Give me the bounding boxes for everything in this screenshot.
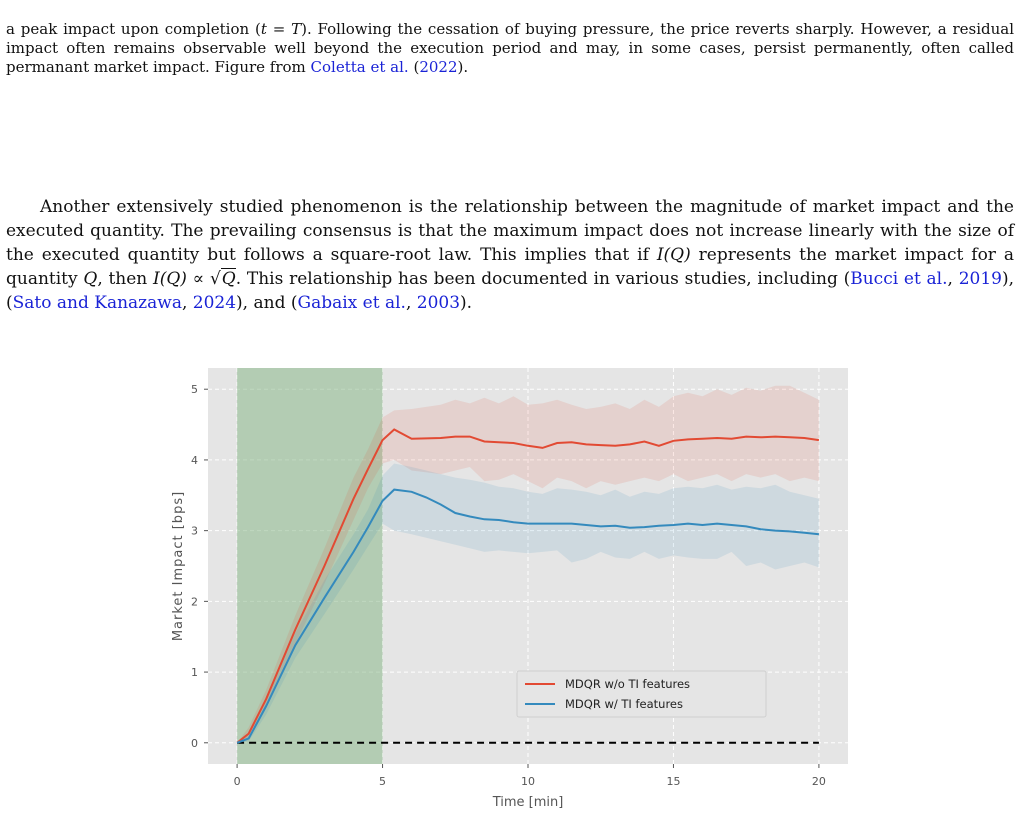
execution-window-shade [237,368,382,764]
y-tick-label: 1 [191,666,198,680]
citation-gabaix-sep: , [405,293,417,313]
x-tick-label: 0 [233,775,241,788]
citation-sato-authors[interactable]: Sato and Kanazawa [12,293,182,313]
citation-sato-year[interactable]: 2024 [192,293,237,313]
math-proportional: I(Q) ∝ [153,269,210,289]
citation-bucci-authors[interactable]: Bucci et al. [850,269,948,289]
caption-text-2: ). Following the cessation of buying pressure, the price reverts sharply. However, a residual impact often remains observable well beyond the execution period and may, in some cases, persist permanently, often called permanant market impact. Figure from [6,20,1015,76]
x-axis-label: Time [min] [492,795,564,810]
caption-text-4: ). [457,58,469,76]
citation-bucci-sep: , [947,269,959,289]
legend [517,671,766,717]
caption-text-3: ( [408,58,420,76]
citation-gabaix-authors[interactable]: Gabaix et al. [297,293,406,313]
y-tick-label: 5 [191,383,198,397]
legend-label-blue: MDQR w/ TI features [565,697,683,711]
caption-math-t-equals-T: t = T [260,20,302,38]
body-text-5: ), ( [6,269,1014,313]
citation-sato-sep: , [181,293,193,313]
sqrt-sign: √ [209,269,221,289]
body-text-6: ), and ( [236,293,298,313]
caption-text-1: a peak impact upon completion ( [6,20,261,38]
x-tick-label: 15 [666,775,681,788]
x-tick-label: 20 [811,775,826,788]
body-text-7: ). [460,293,473,313]
citation-gabaix-year[interactable]: 2003 [416,293,461,313]
y-tick-label: 0 [191,736,198,750]
x-tick-label: 10 [521,775,535,788]
y-tick-label: 2 [191,595,198,609]
body-text-1: Another extensively studied phenomenon is the relationship between the magnitude of market impact and the executed quantity. The prevailing consensus is that the maximum impact does not increase linearly with the size of the executed quantity but follows a square-root law. This implies that if [6,197,1014,265]
y-tick-label: 3 [191,524,198,538]
y-tick-label: 4 [191,453,198,467]
sqrt-argument: Q [221,269,236,289]
citation-coletta-year[interactable]: 2022 [419,58,458,76]
legend-label-red: MDQR w/o TI features [565,677,691,691]
citation-bucci-year[interactable]: 2019 [958,269,1002,289]
math-I-of-Q: I(Q) [656,245,691,265]
x-tick-label: 5 [379,775,387,788]
body-text-3: , then [97,269,154,289]
y-axis-label: Market Impact [bps] [171,490,186,642]
math-Q: Q [83,269,98,289]
body-text-4: . This relationship has been documented in various studies, including ( [235,269,851,289]
body-text-2: represents the market impact for a quantity [6,245,1014,289]
citation-coletta-authors[interactable]: Coletta et al. [310,58,409,76]
